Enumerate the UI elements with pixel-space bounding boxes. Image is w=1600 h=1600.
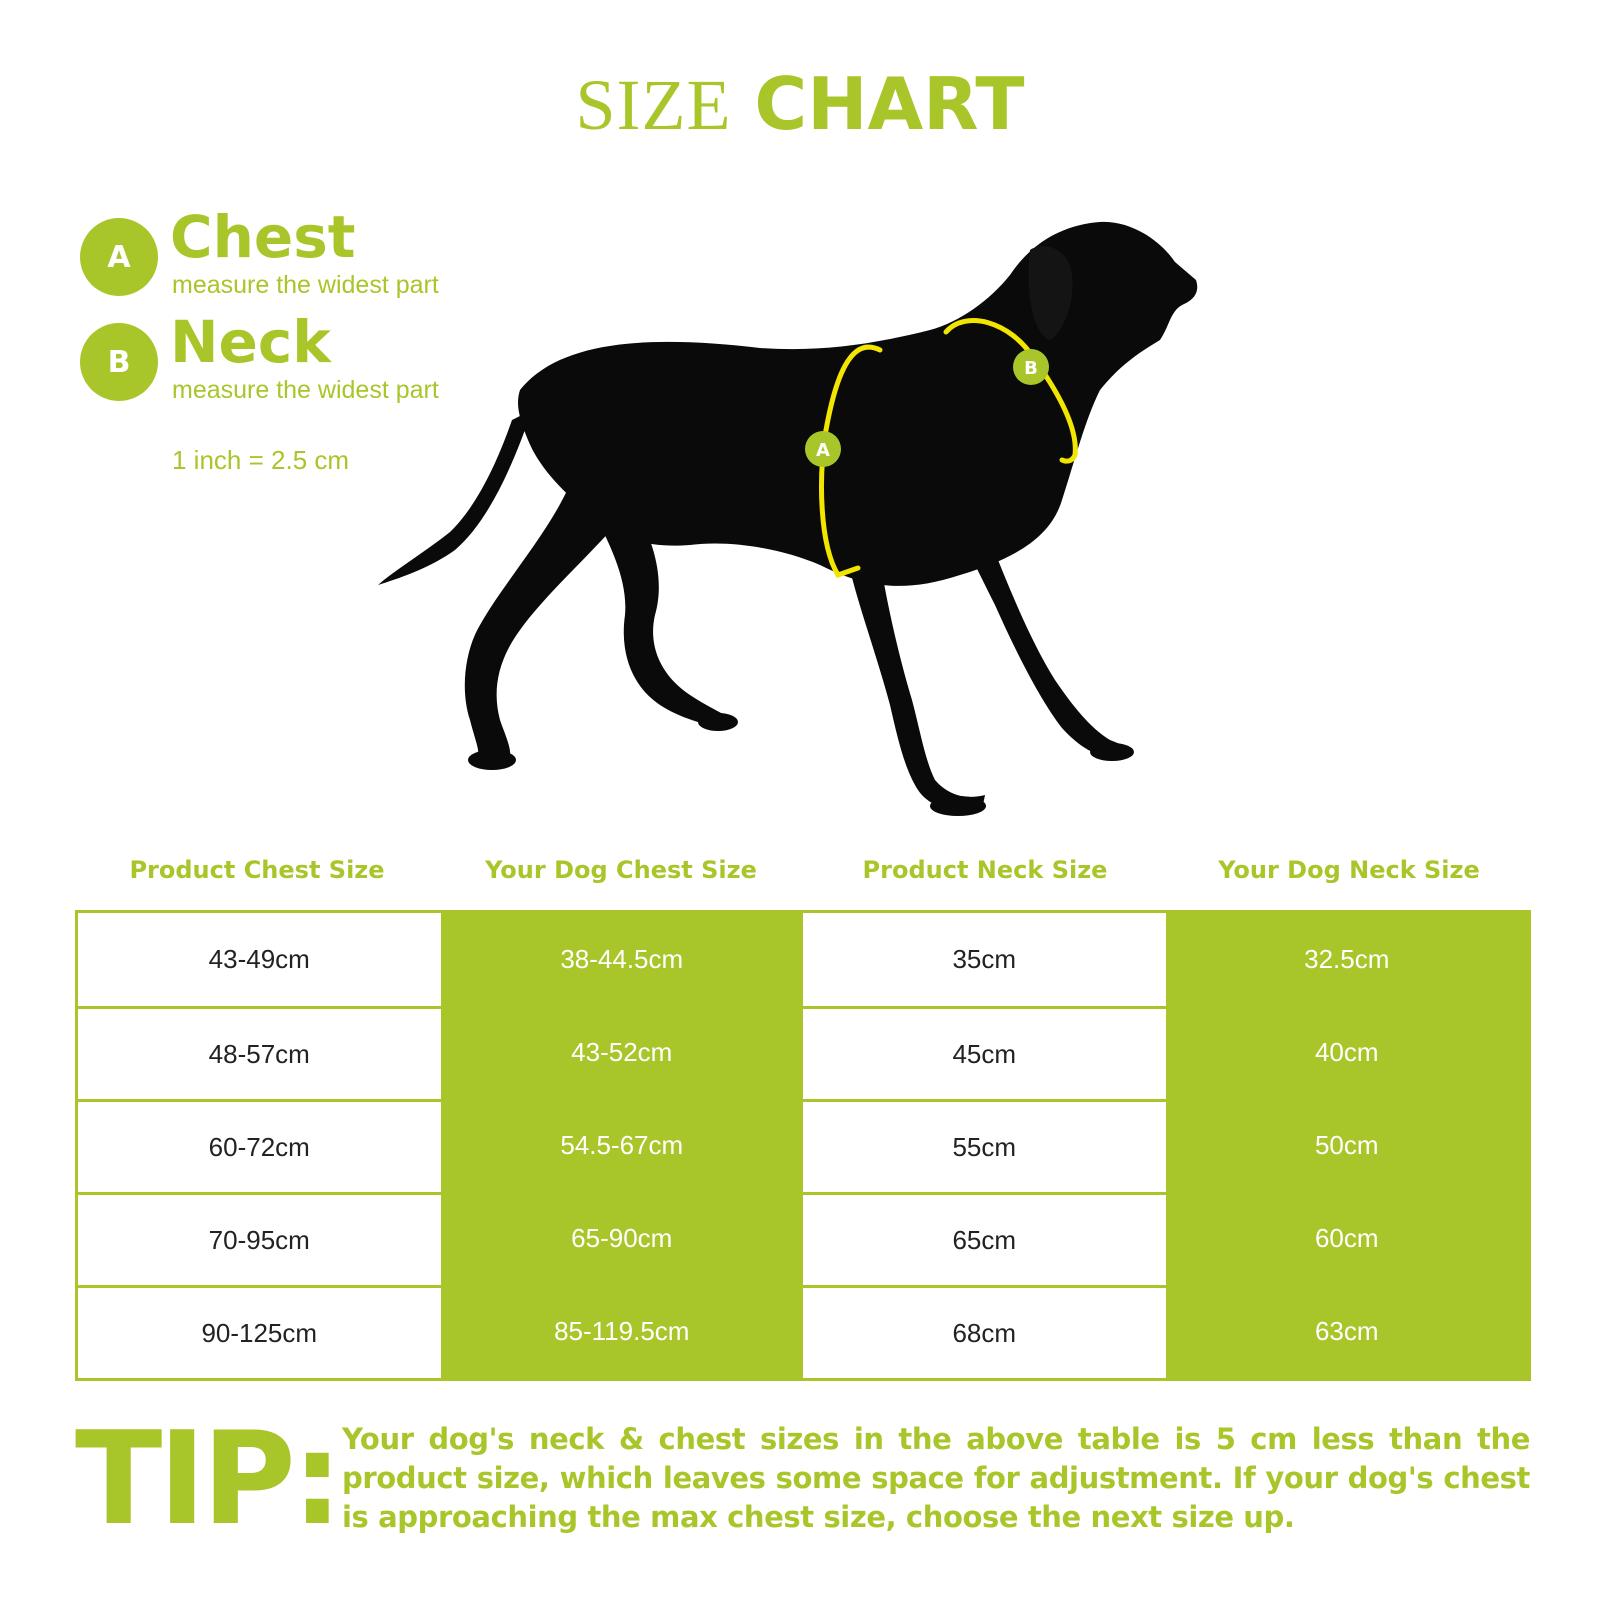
table-row <box>78 1006 1528 1099</box>
header-dog-chest: Your Dog Chest Size <box>485 856 757 884</box>
tip-label: TIP: <box>75 1405 339 1554</box>
header-product-chest: Product Chest Size <box>129 856 385 884</box>
cell-dog-neck: 40cm <box>1166 1006 1529 1099</box>
table-row <box>78 1099 1528 1192</box>
cell-product-neck: 65cm <box>803 1192 1166 1285</box>
title-part-size: SIZE <box>575 65 732 145</box>
size-table <box>75 850 1531 1381</box>
cell-dog-chest: 38-44.5cm <box>441 913 804 1006</box>
chest-title: Chest <box>170 203 356 271</box>
table-row <box>78 1192 1528 1285</box>
neck-badge: B <box>80 323 158 401</box>
chest-badge: A <box>80 218 158 296</box>
chest-marker-label: A <box>816 440 830 461</box>
dog-illustration <box>370 215 1240 825</box>
neck-marker-label: B <box>1024 358 1038 379</box>
cell-product-neck: 35cm <box>803 913 1166 1006</box>
header-product-neck: Product Neck Size <box>862 856 1108 884</box>
unit-conversion: 1 inch = 2.5 cm <box>172 445 350 475</box>
table-row <box>78 913 1528 1006</box>
neck-subtitle: measure the widest part <box>172 376 439 404</box>
cell-dog-neck: 63cm <box>1166 1285 1529 1378</box>
table-row <box>78 1285 1528 1378</box>
table-body <box>75 910 1531 1381</box>
cell-product-chest: 43-49cm <box>78 913 441 1006</box>
cell-product-neck: 68cm <box>803 1285 1166 1378</box>
cell-dog-chest: 65-90cm <box>441 1192 804 1285</box>
tip-text: Your dog's neck & chest sizes in the above table is 5 cm less than the product size, which leaves some space for adjustment. If your dog's chest is approaching the max chest size, choose the next size up. <box>342 1422 1530 1534</box>
cell-dog-chest: 54.5-67cm <box>441 1099 804 1192</box>
page-title <box>0 64 1600 145</box>
cell-product-chest: 60-72cm <box>78 1099 441 1192</box>
cell-dog-neck: 50cm <box>1166 1099 1529 1192</box>
cell-product-chest: 70-95cm <box>78 1192 441 1285</box>
cell-dog-chest: 85-119.5cm <box>441 1285 804 1378</box>
cell-dog-neck: 32.5cm <box>1166 913 1529 1006</box>
cell-product-chest: 48-57cm <box>78 1006 441 1099</box>
chest-subtitle: measure the widest part <box>172 271 439 299</box>
table-header <box>75 850 1531 890</box>
title-part-chart: CHART <box>754 62 1025 146</box>
header-dog-neck: Your Dog Neck Size <box>1218 856 1480 884</box>
cell-product-chest: 90-125cm <box>78 1285 441 1378</box>
cell-product-neck: 45cm <box>803 1006 1166 1099</box>
cell-dog-chest: 43-52cm <box>441 1006 804 1099</box>
cell-product-neck: 55cm <box>803 1099 1166 1192</box>
neck-title: Neck <box>170 308 331 376</box>
cell-dog-neck: 60cm <box>1166 1192 1529 1285</box>
